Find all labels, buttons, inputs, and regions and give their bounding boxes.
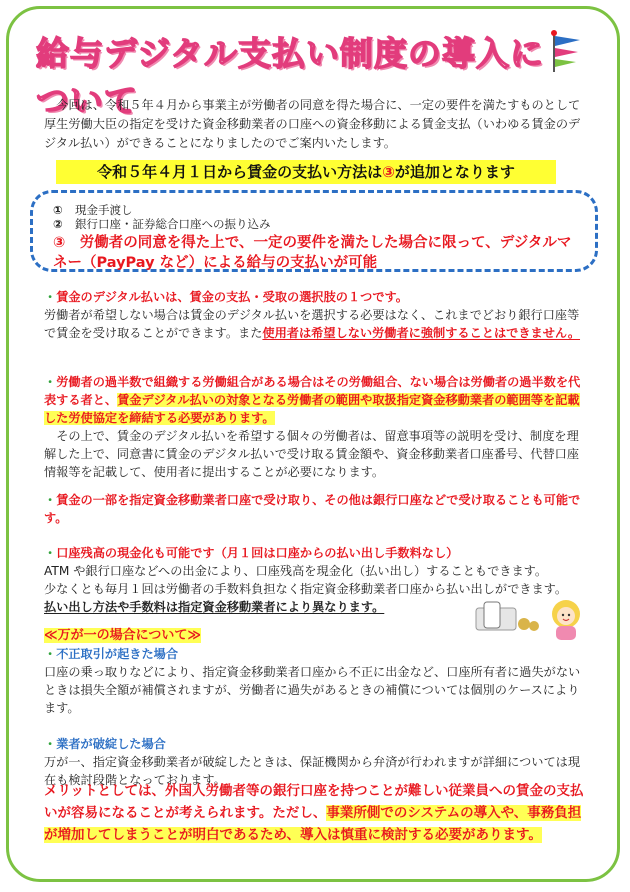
intro-text: 今回は、令和５年４月から事業主が労働者の同意を得た場合に、一定の要件を満たすものとして厚生労働大臣の指定を受けた資金移動業者の口座への資金移動による賃金支払（いわゆる賃金のデジタル払い）ができることになりましたのでご案内いたします。 [44,98,581,150]
banner-circled-number: ③ [382,163,395,181]
section-option [44,288,589,342]
bankruptcy-subheading: ・業者が破綻した場合 [44,737,166,751]
method-2: ② 銀行口座・証券総合口座への振り込み [53,217,271,231]
section-agreement-heading: ・労働者の過半数で組織する労働組合がある場合はその労働組合、ない場合は労働者の過半数を代表する者と、賃金デジタル払いの対象となる労働者の範囲や取扱指定資金移動業者の範囲等を記載した労使協定を締結する必要があります。 [44,375,581,425]
section-emergency [44,626,589,789]
flag-icon [548,30,584,74]
section-cashout-line2: 少なくとも毎月１回は労働者の手数料負担なく指定資金移動業者口座から払い出しができます。 [44,582,568,596]
section-cashout-heading: ・口座残高の現金化も可能です（月１回は口座からの払い出し手数料なし） [44,546,459,560]
section-cashout-line1: ATM や銀行口座などへの出金により、口座残高を現金化（払い出し）することもできます。 [44,564,548,578]
merit-summary: メリットとしては、外国人労働者等の銀行口座を持つことが難しい従業員への賃金の支払いが容易になることが考えられます。ただし、事業所側でのシステムの導入や、事務負担が増加してしまうことが明白であるため、導入は慎重に検討する必要があります。 [44,783,584,843]
payment-methods-box [30,190,598,272]
section-option-body: 労働者が希望しない場合は賃金のデジタル払いを選択する必要はなく、これまでどおり銀行口座等で賃金を受け取ることができます。また使用者は希望しない労働者に強制することはできません。 [44,308,581,340]
section-agreement [44,373,589,481]
method-3: ③ 労働者の同意を得た上で、一定の要件を満たした場合に限って、デジタルマネー（PayPay など）による給与の支払いが可能 [53,235,572,271]
section-option-emphasis: 使用者は希望しない労働者に強制することはできません。 [262,326,581,340]
section-partial-heading: ・賃金の一部を指定資金移動業者口座で受け取り、その他は銀行口座などで受け取ることも可能です。 [44,493,581,525]
banner-text-after: が追加となります [394,163,515,181]
section-cashout-line3: 払い出し方法や手数料は指定資金移動業者により異なります。 [44,600,385,614]
fraud-body: 口座の乗っ取りなどにより、指定資金移動業者口座から不正に出金など、口座所有者に過失がないときは損失全額が補償されますが、労働者に過失があるときの補償については個別のケースによります。 [44,665,581,715]
section-option-heading: ・賃金のデジタル払いは、賃金の支払・受取の選択肢の１つです。 [44,290,408,304]
method-1: ① 現金手渡し [53,203,133,217]
page-title: 給与デジタル支払い制度の導入について [36,34,545,120]
section-partial [44,491,589,527]
banner [56,160,556,184]
bankruptcy-body: 万が一、指定資金移動業者が破綻したときは、保証機関から弁済が行われますが詳細については現在も検討段階となっております。 [44,755,581,787]
banner-text-before: 令和５年４月１日から賃金の支払い方法は [97,163,383,181]
section-agreement-body: その上で、賃金のデジタル払いを希望する個々の労働者は、留意事項等の説明を受け、制度を理解した上で、同意書に賃金のデジタル払いで受け取る賃金額や、資金移動業者口座番号、代替口座情報等を記載して、使用者に提出することが必要になります。 [44,429,580,479]
section-emergency-heading: ≪万が一の場合について≫ [44,628,201,643]
fraud-subheading: ・不正取引が起きた場合 [44,647,179,661]
